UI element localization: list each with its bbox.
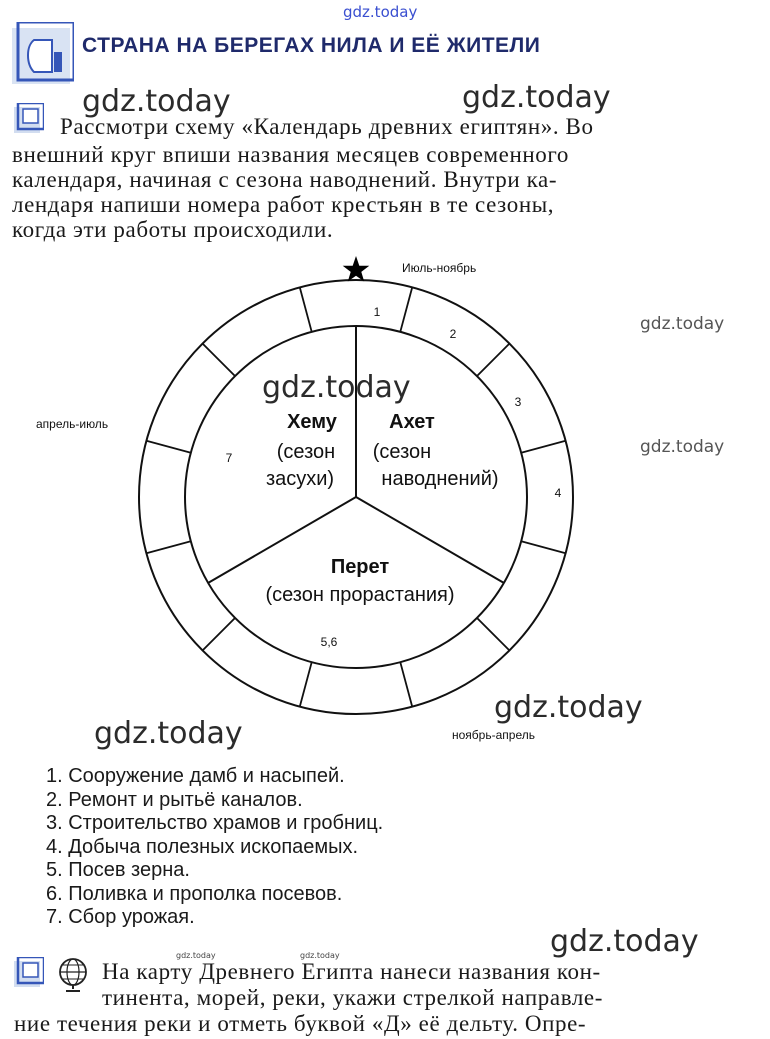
task1-line: Рассмотри схему «Календарь древних египтян». Во [60, 114, 594, 139]
month-divider [521, 441, 565, 453]
star-icon [343, 256, 370, 282]
works-list [46, 765, 383, 930]
list-item: 3. Строительство храмов и гробниц. [46, 812, 384, 834]
season-khemu-desc: (сезон [276, 441, 336, 463]
season-peret-desc: (сезон прорастания) [265, 584, 455, 606]
season-akhet-name: Ахет [389, 411, 435, 433]
watermark-top: gdz.today [343, 3, 418, 21]
globe-icon [54, 956, 92, 994]
list-item: 1. Сооружение дамб и насыпей. [46, 765, 345, 787]
list-item: 5. Посев зерна. [46, 859, 190, 881]
work-number: 3 [514, 395, 522, 409]
watermark: gdz.today [262, 370, 411, 405]
task1-line: календаря, начиная с сезона наводнений. Внутри ка- [12, 167, 558, 192]
watermark: gdz.today [494, 690, 643, 725]
watermark: gdz.today [94, 716, 243, 751]
season-peret-name: Перет [330, 556, 390, 578]
month-divider [300, 287, 312, 331]
label-april-july: апрель-июль [36, 417, 109, 431]
month-divider [477, 344, 510, 377]
watermark: gdz.today [300, 951, 340, 960]
season-akhet-desc: наводнений) [381, 468, 499, 490]
task2-line: тинента, морей, реки, укажи стрелкой направле- [102, 985, 603, 1010]
watermark: gdz.today [640, 314, 725, 334]
task1-line: лендаря напиши номера работ крестьян в те сезоны, [12, 192, 555, 217]
season-khemu-name: Хему [287, 411, 337, 433]
list-item: 2. Ремонт и рытьё каналов. [46, 788, 303, 811]
month-divider [203, 344, 236, 377]
month-divider [203, 618, 236, 651]
task1-line: внешний круг впиши названия месяцев современного [12, 142, 569, 167]
work-number: 5,6 [320, 635, 338, 649]
month-divider [400, 662, 412, 706]
work-number: 2 [449, 327, 457, 341]
task-icon [14, 103, 44, 133]
month-divider [300, 662, 312, 706]
watermark: gdz.today [550, 924, 699, 959]
work-number: 7 [225, 451, 233, 465]
label-november-april: ноябрь-апрель [452, 728, 535, 742]
watermark: gdz.today [462, 80, 611, 115]
month-divider [400, 287, 412, 331]
chapter-icon [12, 22, 74, 86]
work-number: 1 [373, 305, 381, 319]
list-item: 6. Поливка и прополка посевов. [46, 882, 343, 905]
season-dividers [208, 326, 504, 583]
season-akhet-desc: (сезон [372, 441, 432, 463]
task-icon [14, 957, 44, 987]
watermark: gdz.today [640, 437, 725, 457]
season-khemu-desc: засухи) [265, 468, 335, 490]
task1-line: когда эти работы происходили. [12, 217, 334, 242]
month-divider [477, 618, 510, 651]
watermark: gdz.today [82, 84, 231, 119]
month-divider [146, 441, 190, 453]
list-item: 7. Сбор урожая. [46, 906, 195, 928]
chapter-title: СТРАНА НА БЕРЕГАХ НИЛА И ЕЁ ЖИТЕЛИ [82, 34, 541, 57]
task2-line: ние течения реки и отметь буквой «Д» её дельту. Опре- [14, 1011, 587, 1036]
watermark: gdz.today [176, 951, 216, 960]
work-number: 4 [554, 486, 562, 500]
label-july-november: Июль-ноябрь [402, 261, 477, 275]
task2-line: На карту Древнего Египта нанеси названия кон- [102, 959, 601, 984]
month-divider [521, 541, 565, 553]
list-item: 4. Добыча полезных ископаемых. [46, 835, 359, 858]
month-divider [146, 541, 190, 553]
